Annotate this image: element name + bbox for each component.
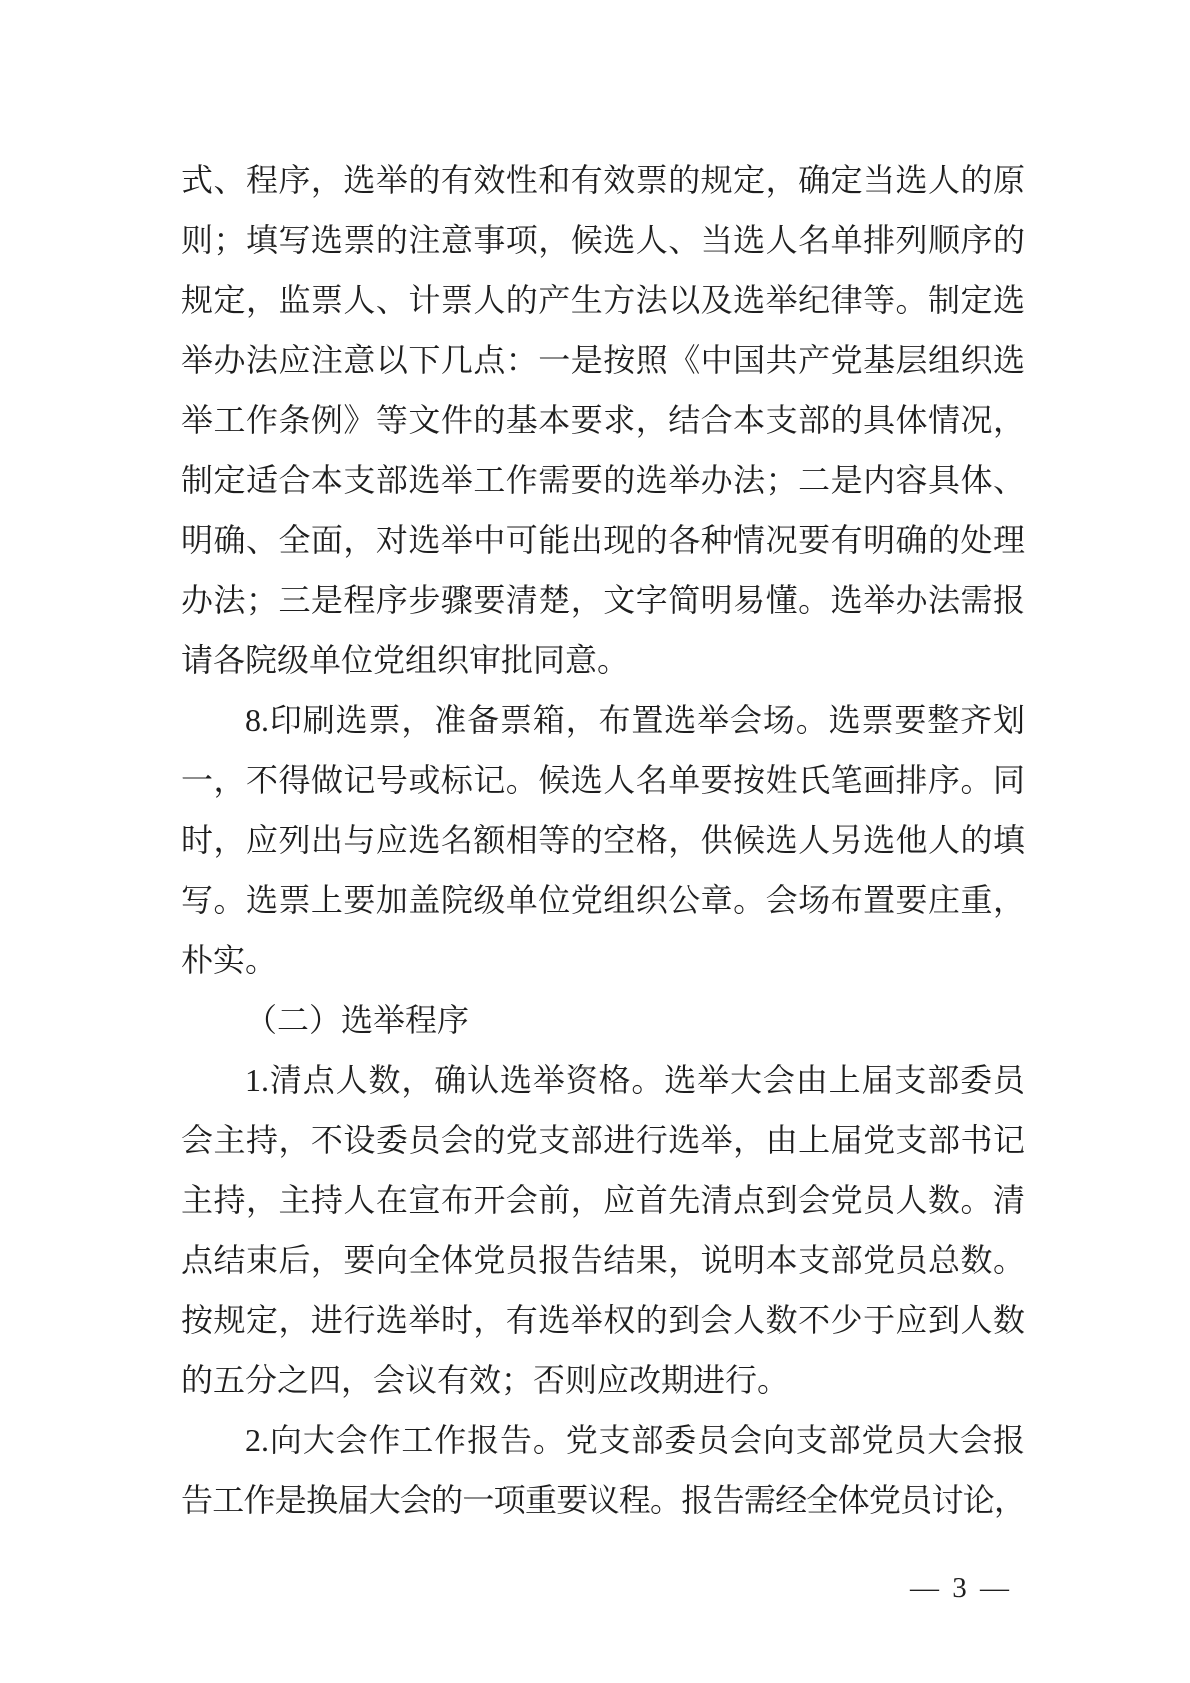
text-line: 2.向大会作工作报告。党支部委员会向支部党员大会报 [245, 1422, 1025, 1458]
text-line: 时，应列出与应选名额相等的空格，供候选人另选他人的填 [181, 822, 1025, 858]
text-line: 式、程序，选举的有效性和有效票的规定，确定当选人的原 [181, 162, 1025, 198]
section-heading: （二）选举程序 [245, 1002, 470, 1038]
text-line: 按规定，进行选举时，有选举权的到会人数不少于应到人数 [181, 1302, 1025, 1338]
text-line: 朴实。 [181, 942, 278, 978]
text-line: 告工作是换届大会的一项重要议程。报告需经全体党员讨论， [181, 1482, 1025, 1518]
text-line: 8.印刷选票，准备票箱，布置选举会场。选票要整齐划 [245, 702, 1025, 738]
text-line: 则；填写选票的注意事项，候选人、当选人名单排列顺序的 [181, 222, 1025, 258]
text-line: 写。选票上要加盖院级单位党组织公章。会场布置要庄重， [181, 882, 1025, 918]
text-line: 规定，监票人、计票人的产生方法以及选举纪律等。制定选 [181, 282, 1025, 318]
text-line: 制定适合本支部选举工作需要的选举办法；二是内容具体、 [181, 462, 1025, 498]
page-number: — 3 — [910, 1572, 1012, 1604]
text-line: 的五分之四，会议有效；否则应改期进行。 [181, 1362, 790, 1398]
text-line: 明确、全面，对选举中可能出现的各种情况要有明确的处理 [181, 522, 1025, 558]
text-line: 主持，主持人在宣布开会前，应首先清点到会党员人数。清 [181, 1182, 1025, 1218]
text-line: 办法；三是程序步骤要清楚，文字简明易懂。选举办法需报 [181, 582, 1025, 618]
text-line: 一，不得做记号或标记。候选人名单要按姓氏笔画排序。同 [181, 762, 1025, 798]
text-line: 点结束后，要向全体党员报告结果，说明本支部党员总数。 [181, 1242, 1025, 1278]
text-line: 会主持，不设委员会的党支部进行选举，由上届党支部书记 [181, 1122, 1025, 1158]
text-line: 1.清点人数，确认选举资格。选举大会由上届支部委员 [245, 1062, 1025, 1098]
text-line: 举办法应注意以下几点：一是按照《中国共产党基层组织选 [181, 342, 1025, 378]
text-line: 请各院级单位党组织审批同意。 [181, 642, 630, 678]
body-text [181, 150, 1025, 1530]
text-line: 举工作条例》等文件的基本要求，结合本支部的具体情况， [181, 402, 1025, 438]
